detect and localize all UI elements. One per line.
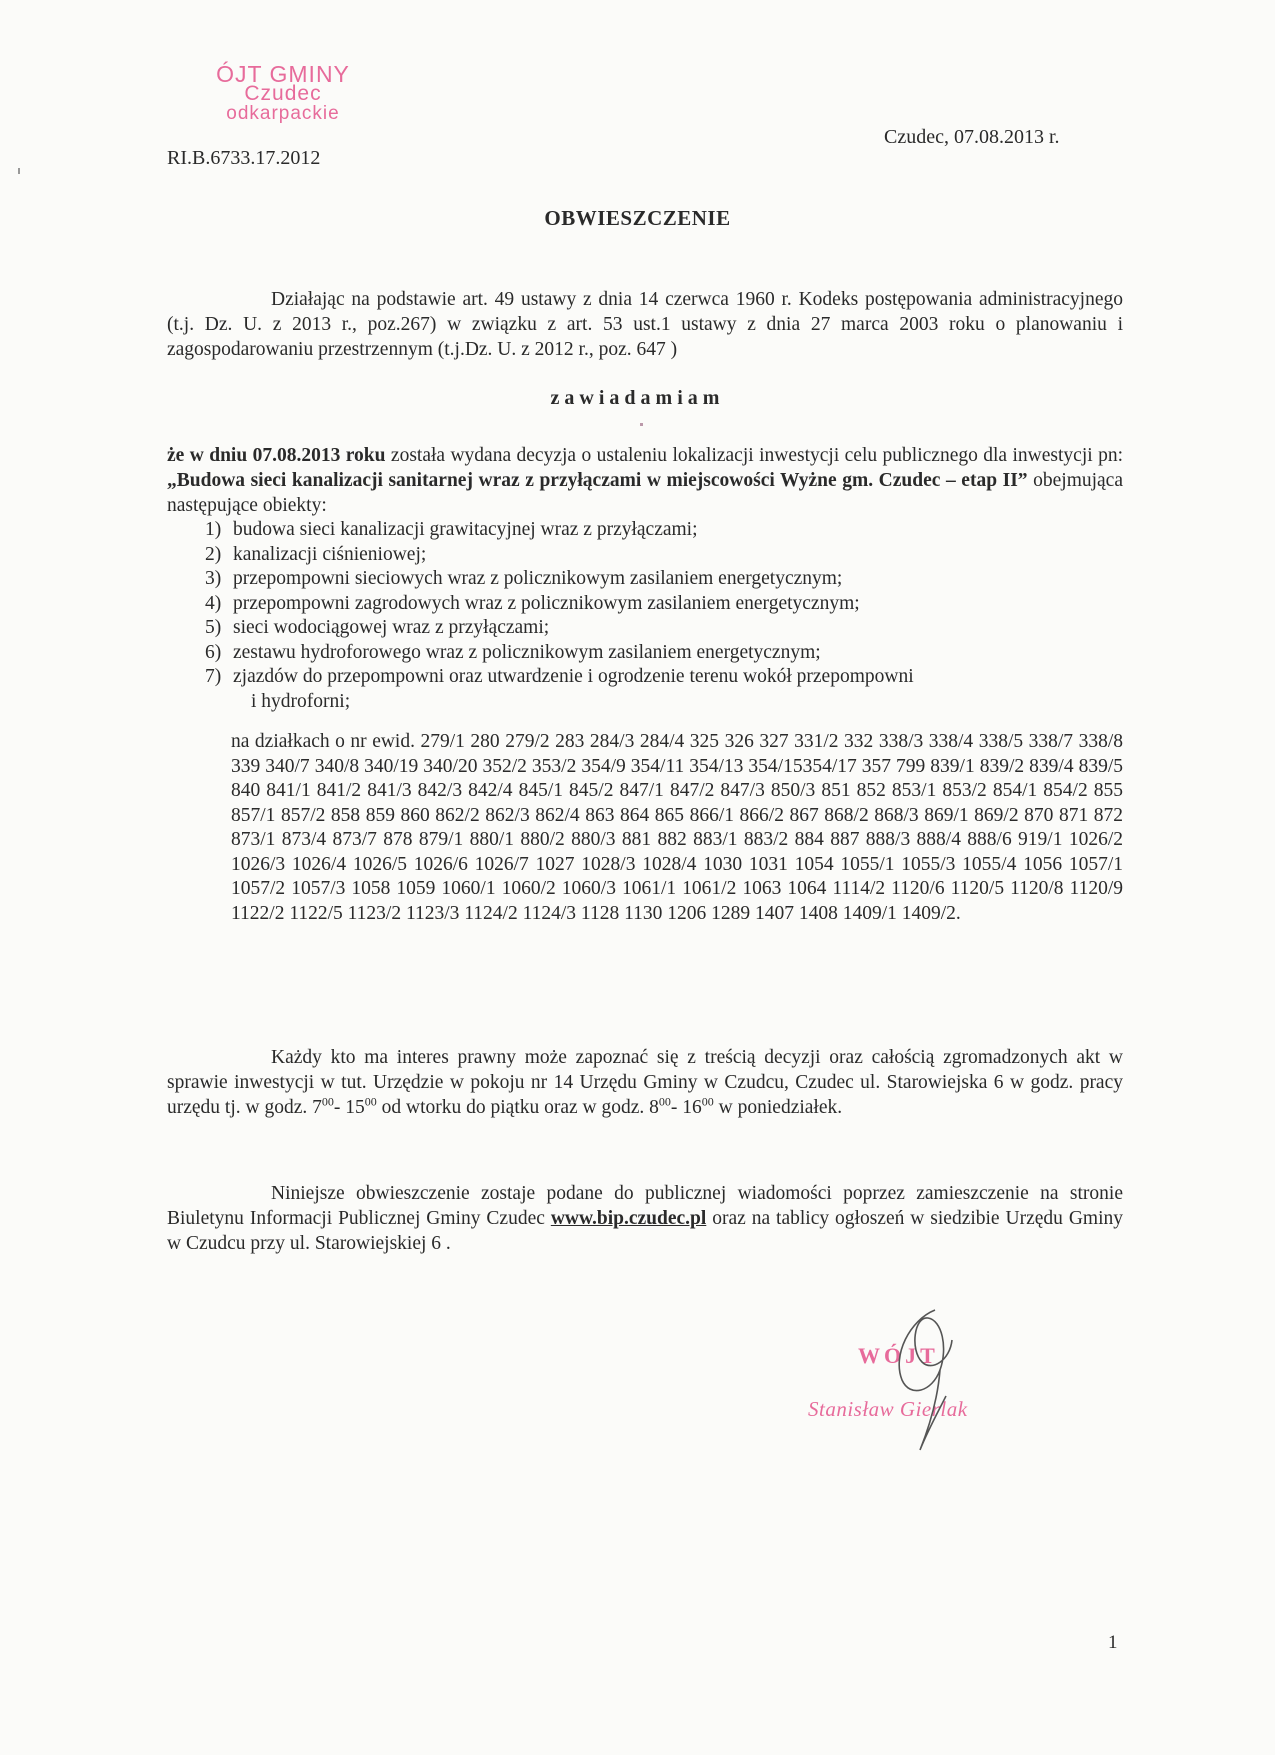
list-item bbox=[167, 543, 1123, 568]
stamp-line-1: ÓJT GMINY bbox=[216, 61, 350, 87]
stamp-line-3: odkarpackie bbox=[226, 103, 340, 124]
publication-text: Niniejsze obwieszczenie zostaje podane do publicznej wiadomości poprzez zamieszczenie na stronie Biuletynu Informacji Publicznej Gminy Czudec bbox=[167, 1183, 1123, 1229]
list-item bbox=[167, 665, 1123, 714]
list-item-text: budowa sieci kanalizacji grawitacyjnej wraz z przyłączami; bbox=[233, 519, 698, 540]
list-item-number: 6) bbox=[205, 641, 222, 663]
list-item-number: 2) bbox=[205, 543, 222, 565]
parcel-numbers: na działkach o nr ewid. 279/1 280 279/2 283 284/3 284/4 325 326 327 331/2 332 338/3 338/4 338/5 338/7 338/8 339 340/7 340/8 340/19 340/20 352/2 353/2 354/9 354/11 354/13 354/15354/17 357 799 839/1 839/2 839/4 839/5 840 841/1 841/2 841/3 842/3 842/4 845/1 845/2 847/1 847/2 847/3 850/3 851 852 853/1 853/2 854/1 854/2 855 857/1 857/2 858 859 860 862/2 862/3 862/4 863 864 865 866/1 866/2 867 868/2 868/3 869/1 869/2 870 871 872 873/1 873/4 873/7 878 879/1 880/1 880/2 880/3 881 882 883/1 883/2 884 887 888/3 888/4 888/6 919/1 1026/2 1026/3 1026/4 1026/5 1026/6 1026/7 1027 1028/3 1028/4 1030 1031 1054 1055/1 1055/3 1055/4 1056 1057/1 1057/2 1057/3 1058 1059 1060/1 1060/2 1060/3 1061/1 1061/2 1063 1064 1114/2 1120/6 1120/5 1120/8 1120/9 1122/2 1122/5 1123/2 1123/3 1124/2 1124/3 1128 1130 1206 1289 1407 1408 1409/1 1409/2. bbox=[231, 731, 1123, 924]
access-text-days: od wtorku do piątku oraz w godz. bbox=[376, 1097, 650, 1118]
hour-dash: - bbox=[670, 1097, 683, 1118]
publication-text-end: oraz na tablicy ogłoszeń w siedzibie Urzędu Gminy w Czudcu przy ul. Starowiejskiej 6 . bbox=[167, 1208, 1124, 1254]
hour-to-monday: 16 bbox=[682, 1097, 702, 1118]
list-item bbox=[167, 592, 1123, 617]
stamp-line-2: Czudec bbox=[244, 82, 322, 105]
hour-from-weekday: 7 bbox=[312, 1097, 322, 1118]
scan-speck bbox=[18, 168, 20, 174]
access-text: Każdy kto ma interes prawny może zapoznać się z treścią decyzji oraz całością zgromadzonych akt w sprawie inwestycji w tut. Urzędzie w pokoju nr 14 Urzędu Gminy w Czudcu, Czudec ul. Starowiejska 6 w godz. pracy urzędu tj. w godz. bbox=[167, 1047, 1123, 1118]
page-number: 1 bbox=[1108, 1632, 1118, 1653]
list-item-number: 1) bbox=[205, 519, 222, 540]
signatory-title: WÓJT bbox=[858, 1343, 939, 1368]
hour-dash: - bbox=[333, 1097, 346, 1118]
objects-list bbox=[167, 518, 1123, 714]
list-item-number: 4) bbox=[205, 592, 222, 614]
list-item-text: przepompowni zagrodowych wraz z policznikowym zasilaniem energetycznym; bbox=[233, 592, 860, 614]
scan-speck bbox=[640, 423, 643, 426]
list-item-text: kanalizacji ciśnieniowej; bbox=[233, 543, 427, 565]
list-item bbox=[167, 616, 1123, 641]
decision-objects-intro: obejmująca następujące obiekty: bbox=[167, 470, 1123, 516]
list-item bbox=[167, 567, 1123, 592]
list-item-text-continued: i hydroforni; bbox=[251, 690, 351, 712]
investment-name: „Budowa sieci kanalizacji sanitarnej wraz z przyłączami w miejscowości Wyżne gm. Czudec – etap II” bbox=[167, 470, 1028, 491]
list-item-text: sieci wodociągowej wraz z przyłączami; bbox=[233, 617, 550, 638]
minutes-superscript: 00 bbox=[701, 1094, 714, 1109]
place-date: Czudec, 07.08.2013 r. bbox=[884, 126, 1060, 148]
decision-date: że w dniu 07.08.2013 roku bbox=[167, 445, 386, 466]
signatory-name: Stanisław Gierlak bbox=[808, 1397, 968, 1421]
document-title: OBWIESZCZENIE bbox=[544, 206, 731, 230]
access-text-end: w poniedziałek. bbox=[713, 1097, 843, 1118]
publication-paragraph bbox=[167, 1181, 1123, 1256]
list-item bbox=[167, 641, 1123, 666]
list-item-number: 5) bbox=[205, 617, 222, 638]
reference-number: RI.B.6733.17.2012 bbox=[167, 147, 321, 169]
announcement-heading: zawiadamiam bbox=[550, 387, 725, 409]
minutes-superscript: 00 bbox=[658, 1094, 671, 1109]
list-item bbox=[167, 518, 1123, 543]
list-item-text: przepompowni sieciowych wraz z policznikowym zasilaniem energetycznym; bbox=[233, 568, 843, 589]
list-item-number: 7) bbox=[205, 666, 222, 687]
hour-to-weekday: 15 bbox=[345, 1097, 365, 1118]
minutes-superscript: 00 bbox=[364, 1094, 377, 1109]
list-item-number: 3) bbox=[205, 568, 222, 589]
list-item-text: zjazdów do przepompowni oraz utwardzenie i ogrodzenie terenu wokół przepompowni bbox=[233, 666, 914, 687]
access-paragraph bbox=[167, 1045, 1123, 1120]
hour-from-monday: 8 bbox=[649, 1097, 659, 1118]
bip-link[interactable]: www.bip.czudec.pl bbox=[550, 1208, 707, 1229]
handwritten-signature bbox=[880, 1300, 970, 1460]
minutes-superscript: 00 bbox=[321, 1094, 334, 1109]
list-item-text: zestawu hydroforowego wraz z policznikowym zasilaniem energetycznym; bbox=[233, 641, 821, 663]
office-stamp bbox=[178, 61, 388, 124]
intro-paragraph: Działając na podstawie art. 49 ustawy z dnia 14 czerwca 1960 r. Kodeks postępowania administracyjnego (t.j. Dz. U. z 2013 r., poz.267) w związku z art. 53 ust.1 ustawy z dnia 27 marca 2003 roku o planowaniu i zagospodarowaniu przestrzennym (t.j.Dz. U. z 2012 r., poz. 647 ) bbox=[167, 289, 1123, 360]
decision-text: została wydana decyzja o ustaleniu lokalizacji inwestycji celu publicznego dla inwestycji pn: bbox=[385, 445, 1123, 466]
decision-paragraph bbox=[167, 443, 1123, 518]
